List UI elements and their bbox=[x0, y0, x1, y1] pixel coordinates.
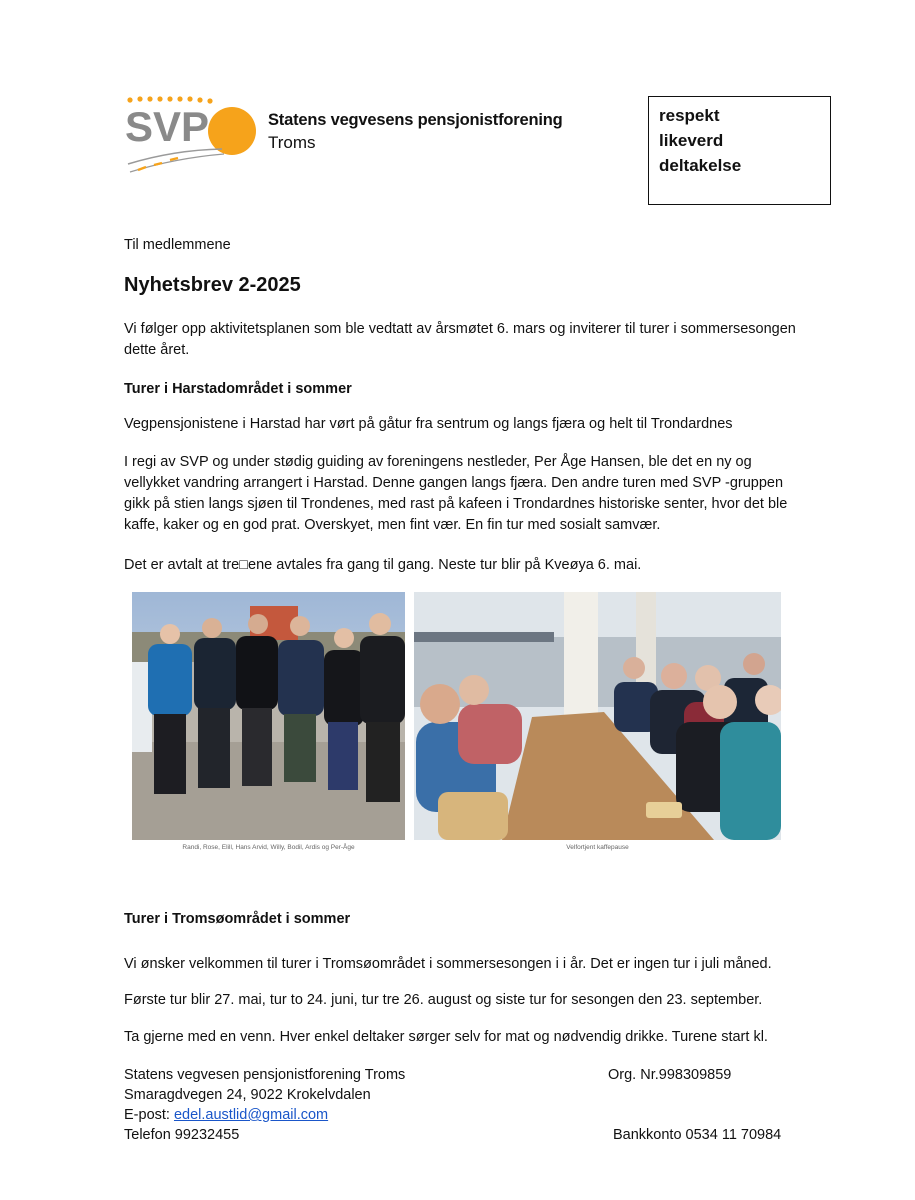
group-hike-photo-caption: Randi, Rose, Elill, Hans Arvid, Willy, Bodil, Ardis og Per-Åge bbox=[182, 844, 355, 851]
svp-logo bbox=[124, 94, 564, 180]
tromso-paragraph-2: Første tur blir 27. mai, tur to 24. juni, tur tre 26. august og siste tur for sesongen den 23. september. bbox=[124, 992, 763, 1008]
harstad-paragraph-2: I regi av SVP og under stødig guiding av foreningens nestleder, Per Åge Hansen, ble det en ny og vellykket vandring arrangert i Harstad. Denne gangen langs fjæra. Den andre turen med SVP -gruppen gikk på stien langs sjøen til Trondenes, med rast på kafeen i Trondardnes historiske senter, hvor det ble kaffe, kaker og en god prat. Overskyet, men fint vær. En fin tur med sosialt samvær. bbox=[124, 454, 788, 533]
values-box bbox=[648, 96, 831, 205]
svg-text:SVP: SVP bbox=[125, 103, 210, 150]
svp-logo-graphic bbox=[124, 94, 564, 180]
footer-org-name: Statens vegvesen pensjonistforening Troms bbox=[124, 1067, 406, 1083]
newsletter-title: Nyhetsbrev 2-2025 bbox=[124, 274, 301, 296]
tromso-paragraph-1: Vi ønsker velkommen til turer i Tromsøområdet i sommersesongen i i år. Det er ingen tur i juli måned. bbox=[124, 956, 772, 972]
footer-email-label: E-post: bbox=[124, 1107, 174, 1123]
harstad-paragraph-3: Det er avtalt at tre□ene avtales fra gang til gang. Neste tur blir på Kveøya 6. mai. bbox=[124, 557, 642, 573]
value-likeverd: likeverd bbox=[659, 131, 724, 150]
footer-address: Smaragdvegen 24, 9022 Krokelvdalen bbox=[124, 1087, 371, 1103]
org-name-line2: Troms bbox=[268, 133, 316, 152]
section-heading-harstad: Turer i Harstadområdet i sommer bbox=[124, 381, 352, 397]
intro-paragraph: Vi følger opp aktivitetsplanen som ble vedtatt av årsmøtet 6. mars og inviterer til turer i sommersesongen dette året. bbox=[124, 321, 796, 358]
footer-org-number: Org. Nr.998309859 bbox=[608, 1067, 732, 1083]
value-respekt: respekt bbox=[659, 106, 720, 125]
org-name-line1: Statens vegvesens pensjonistforening bbox=[268, 111, 563, 129]
footer-phone: Telefon 99232455 bbox=[124, 1127, 240, 1143]
footer-bank-account: Bankkonto 0534 11 70984 bbox=[613, 1127, 782, 1143]
coffee-break-photo-caption: Velfortjent kaffepause bbox=[566, 844, 629, 851]
footer-email-line bbox=[124, 1105, 405, 1125]
coffee-break-photo bbox=[414, 592, 781, 840]
group-hike-photo bbox=[132, 592, 405, 840]
value-deltakelse: deltakelse bbox=[659, 156, 742, 175]
footer-contact bbox=[124, 1065, 405, 1145]
salutation: Til medlemmene bbox=[124, 237, 231, 253]
section-heading-tromso: Turer i Tromsøområdet i sommer bbox=[124, 911, 351, 927]
footer-email-link[interactable]: edel.austlid@gmail.com bbox=[173, 1107, 329, 1123]
tromso-paragraph-3: Ta gjerne med en venn. Hver enkel deltaker sørger selv for mat og nødvendig drikke. Turene start kl. bbox=[124, 1029, 768, 1045]
harstad-paragraph-1: Vegpensjonistene i Harstad har vørt på gåtur fra sentrum og langs fjæra og helt til Trondardnes bbox=[124, 416, 733, 432]
